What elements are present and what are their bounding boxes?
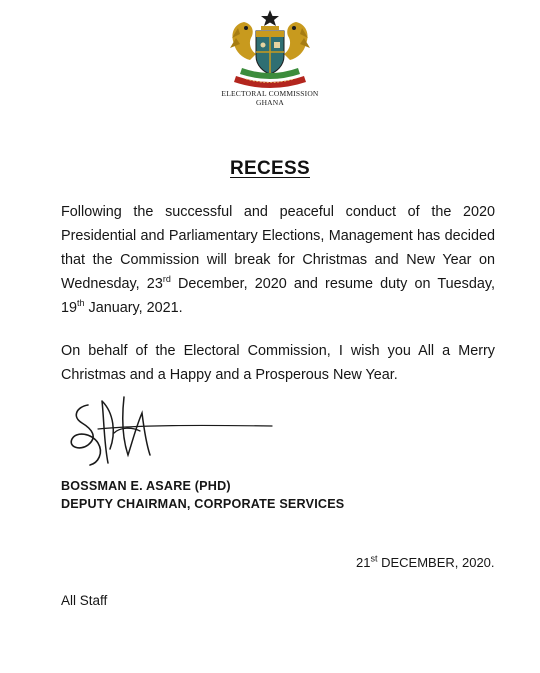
date-ordinal-suffix: st — [370, 553, 378, 564]
organization-name-line2: GHANA — [255, 98, 285, 107]
signatory-role: DEPUTY CHAIRMAN, CORPORATE SERVICES — [61, 497, 345, 511]
ordinal-suffix-23rd: rd — [162, 274, 171, 285]
memo-date — [356, 555, 495, 570]
recipient: All Staff — [61, 593, 108, 608]
date-day: 21 — [356, 555, 371, 570]
paragraph-1-part-b: December, 2020 and resume duty on Tuesday, 19 — [61, 276, 496, 316]
paragraph-announcement — [61, 200, 495, 320]
paragraph-greeting: On behalf of the Electoral Commission, I wish you All a Merry Christmas and a Happy and a Prosperous New Year. — [61, 343, 495, 383]
ghana-coat-of-arms-icon — [222, 8, 318, 90]
date-rest: DECEMBER, 2020. — [377, 555, 495, 570]
ordinal-suffix-19th: th — [77, 298, 85, 309]
paragraph-1-part-c: January, 2021. — [84, 300, 183, 316]
organization-name-line1: ELECTORAL COMMISSION — [221, 89, 319, 98]
memo-title: RECESS — [230, 158, 310, 179]
signatory-name: BOSSMAN E. ASARE (PHD) — [61, 479, 231, 493]
organization-name — [170, 89, 370, 107]
paragraph-1-part-a: Following the successful and peaceful conduct of the 2020 Presidential and Parliamentary Elections, Management has decided that the Commission will break for Christmas and New Year on Wednesday, 23 — [61, 204, 495, 292]
handwritten-signature — [58, 393, 278, 473]
